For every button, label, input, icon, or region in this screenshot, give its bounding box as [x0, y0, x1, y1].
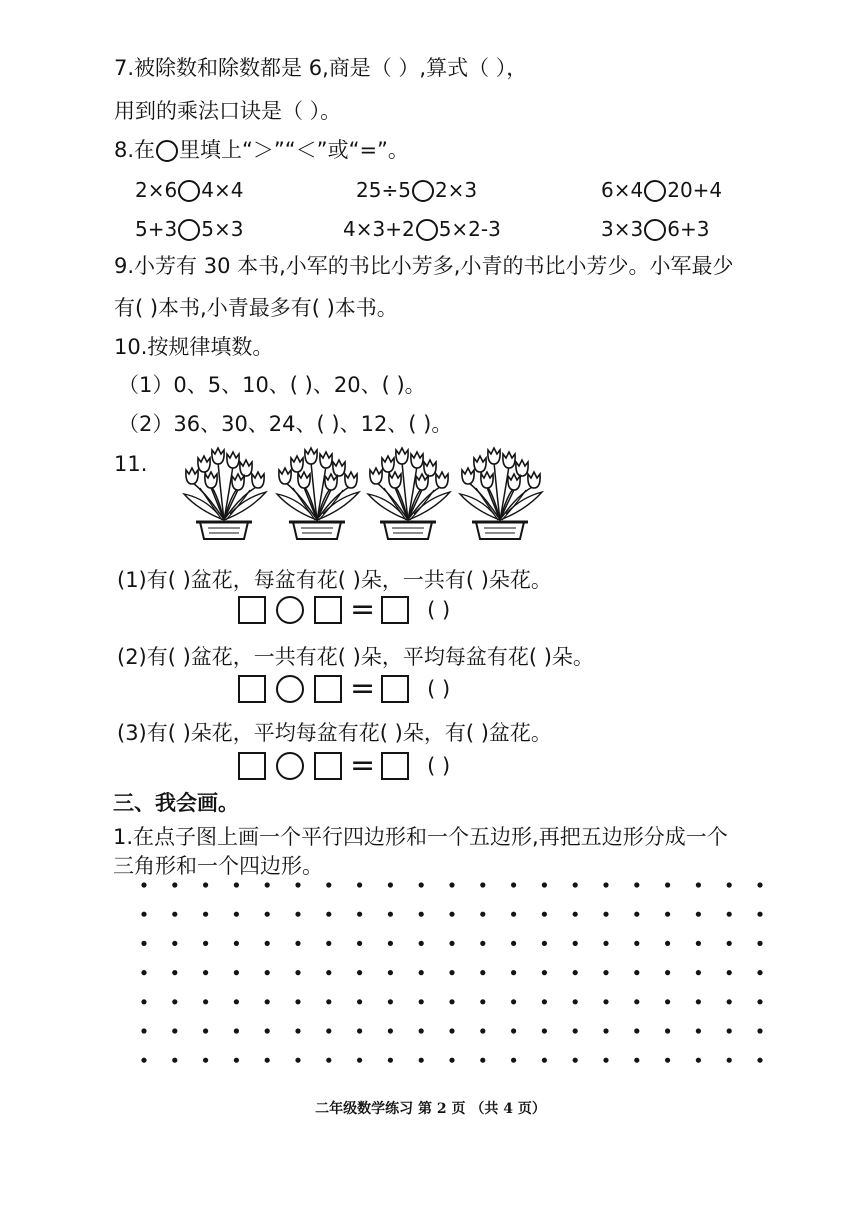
grid-dot[interactable] — [634, 970, 639, 975]
operator-circle[interactable] — [276, 596, 304, 624]
grid-dot[interactable] — [727, 912, 732, 917]
q10-title: 10.按规律填数。 — [114, 335, 274, 359]
grid-dot[interactable] — [388, 882, 393, 887]
grid-dot[interactable] — [203, 941, 208, 946]
grid-dot[interactable] — [757, 1058, 762, 1063]
grid-dot[interactable] — [295, 1028, 300, 1033]
grid-dot[interactable] — [727, 1028, 732, 1033]
grid-dot[interactable] — [634, 1028, 639, 1033]
grid-dot[interactable] — [480, 970, 485, 975]
grid-dot[interactable] — [449, 999, 454, 1004]
grid-dot[interactable] — [480, 912, 485, 917]
q8-item-3 — [601, 176, 722, 204]
grid-dot[interactable] — [172, 1028, 177, 1033]
grid-dot[interactable] — [757, 970, 762, 975]
section-heading: 三、我会画。 — [113, 791, 239, 815]
grid-dot[interactable] — [141, 999, 146, 1004]
grid-dot[interactable] — [203, 882, 208, 887]
grid-dot[interactable] — [388, 999, 393, 1004]
grid-dot[interactable] — [603, 970, 608, 975]
grid-dot[interactable] — [265, 941, 270, 946]
grid-dot[interactable] — [573, 912, 578, 917]
grid-dot[interactable] — [449, 941, 454, 946]
q11-number: 11. — [114, 452, 148, 476]
operator-circle[interactable] — [276, 752, 304, 780]
grid-dot[interactable] — [573, 1058, 578, 1063]
grid-dot[interactable] — [542, 882, 547, 887]
q11-sub3: (3)有( )朵花，平均每盆有花( )朵，有( )盆花。 — [117, 721, 552, 745]
grid-dot[interactable] — [757, 912, 762, 917]
q11-sub1: (1)有( )盆花，每盆有花( )朵，一共有( )朵花。 — [117, 568, 552, 592]
answer-box[interactable] — [314, 675, 342, 703]
q8-item-right: 2×3 — [434, 178, 478, 202]
grid-dot[interactable] — [234, 882, 239, 887]
q8-item-2 — [356, 176, 477, 204]
circle-icon — [156, 140, 178, 162]
q10-row1: （1）0、5、10、( )、20、( )。 — [118, 373, 426, 397]
grid-dot[interactable] — [696, 970, 701, 975]
grid-dot[interactable] — [603, 999, 608, 1004]
equation-row-2 — [238, 672, 450, 706]
equals-sign: = — [350, 671, 376, 706]
grid-dot[interactable] — [757, 882, 762, 887]
grid-dot[interactable] — [234, 941, 239, 946]
q9-line1: 9.小芳有 30 本书,小军的书比小芳多,小青的书比小芳少。小军最少 — [114, 254, 734, 278]
answer-circle[interactable] — [644, 219, 666, 241]
grid-dot[interactable] — [265, 999, 270, 1004]
answer-box[interactable] — [314, 596, 342, 624]
grid-dot[interactable] — [727, 941, 732, 946]
grid-dot[interactable] — [449, 970, 454, 975]
answer-box[interactable] — [381, 675, 409, 703]
grid-dot[interactable] — [357, 941, 362, 946]
q8-title-pre: 8.在 — [114, 138, 156, 162]
answer-box[interactable] — [238, 675, 266, 703]
grid-dot[interactable] — [172, 912, 177, 917]
s3-q1-line2: 三角形和一个四边形。 — [113, 854, 323, 878]
grid-dot[interactable] — [172, 882, 177, 887]
operator-circle[interactable] — [276, 675, 304, 703]
grid-dot[interactable] — [511, 912, 516, 917]
grid-dot[interactable] — [727, 882, 732, 887]
equation-row-3 — [238, 749, 450, 783]
grid-dot[interactable] — [449, 912, 454, 917]
grid-dot[interactable] — [265, 970, 270, 975]
grid-dot[interactable] — [419, 999, 424, 1004]
grid-dot[interactable] — [419, 970, 424, 975]
grid-dot[interactable] — [480, 1028, 485, 1033]
grid-dot[interactable] — [449, 1028, 454, 1033]
grid-dot[interactable] — [727, 999, 732, 1004]
grid-dot[interactable] — [727, 970, 732, 975]
grid-dot[interactable] — [265, 1028, 270, 1033]
grid-dot[interactable] — [419, 941, 424, 946]
grid-dot[interactable] — [203, 970, 208, 975]
grid-dot[interactable] — [511, 882, 516, 887]
grid-dot[interactable] — [573, 1028, 578, 1033]
grid-dot[interactable] — [665, 912, 670, 917]
q7-line1: 7.被除数和除数都是 6,商是（ ）,算式（ ）， — [114, 56, 528, 80]
answer-circle[interactable] — [416, 219, 438, 241]
q8-item-right: 4×4 — [201, 178, 244, 202]
s3-q1-line1: 1.在点子图上画一个平行四边形和一个五边形,再把五边形分成一个 — [113, 825, 728, 849]
grid-dot[interactable] — [419, 912, 424, 917]
grid-dot[interactable] — [234, 1058, 239, 1063]
q8-item-left: 2×6 — [135, 178, 178, 202]
q7-line2: 用到的乘法口诀是（ ）。 — [114, 99, 342, 123]
grid-dot[interactable] — [326, 1058, 331, 1063]
grid-dot[interactable] — [449, 1058, 454, 1063]
grid-dot[interactable] — [634, 999, 639, 1004]
q8-item-5 — [343, 215, 501, 243]
grid-dot[interactable] — [480, 1058, 485, 1063]
grid-dot[interactable] — [295, 999, 300, 1004]
answer-circle[interactable] — [178, 180, 200, 202]
grid-dot[interactable] — [634, 882, 639, 887]
grid-dot[interactable] — [665, 941, 670, 946]
grid-dot[interactable] — [511, 941, 516, 946]
grid-dot[interactable] — [634, 941, 639, 946]
grid-dot[interactable] — [419, 1058, 424, 1063]
answer-circle[interactable] — [178, 219, 200, 241]
unit-paren[interactable]: ( ) — [427, 598, 451, 622]
grid-dot[interactable] — [480, 999, 485, 1004]
grid-dot[interactable] — [172, 999, 177, 1004]
grid-dot[interactable] — [234, 999, 239, 1004]
grid-dot[interactable] — [357, 999, 362, 1004]
grid-dot[interactable] — [511, 970, 516, 975]
q8-item-right: 5×2-3 — [438, 217, 501, 241]
grid-dot[interactable] — [141, 1028, 146, 1033]
flower-pot-image — [454, 440, 546, 540]
grid-dot[interactable] — [234, 970, 239, 975]
grid-dot[interactable] — [295, 882, 300, 887]
grid-dot[interactable] — [388, 941, 393, 946]
q8-item-6 — [601, 215, 709, 243]
grid-dot[interactable] — [388, 970, 393, 975]
grid-dot[interactable] — [172, 1058, 177, 1063]
q8-item-1 — [135, 176, 243, 204]
flower-pot-image — [178, 440, 270, 540]
equals-sign: = — [350, 748, 376, 783]
grid-dot[interactable] — [388, 1058, 393, 1063]
q8-item-right: 6+3 — [667, 217, 710, 241]
grid-dot[interactable] — [326, 1028, 331, 1033]
grid-dot[interactable] — [542, 970, 547, 975]
grid-dot[interactable] — [757, 999, 762, 1004]
grid-dot[interactable] — [696, 1058, 701, 1063]
q8-item-right: 20+4 — [667, 178, 723, 202]
grid-dot[interactable] — [357, 1028, 362, 1033]
grid-dot[interactable] — [326, 941, 331, 946]
grid-dot[interactable] — [172, 970, 177, 975]
grid-dot[interactable] — [326, 912, 331, 917]
unit-paren[interactable]: ( ) — [427, 754, 451, 778]
q8-item-4 — [135, 215, 243, 243]
grid-dot[interactable] — [757, 1028, 762, 1033]
answer-box[interactable] — [381, 752, 409, 780]
grid-dot[interactable] — [388, 912, 393, 917]
q8-item-left: 4×3+2 — [343, 217, 415, 241]
grid-dot[interactable] — [141, 1058, 146, 1063]
answer-box[interactable] — [238, 596, 266, 624]
grid-dot[interactable] — [603, 882, 608, 887]
answer-circle[interactable] — [412, 180, 434, 202]
grid-dot[interactable] — [265, 912, 270, 917]
grid-dot[interactable] — [357, 882, 362, 887]
q8-item-right: 5×3 — [201, 217, 244, 241]
grid-dot[interactable] — [696, 912, 701, 917]
grid-dot[interactable] — [665, 999, 670, 1004]
q8-title-post: 里填上“＞”“＜”或“=”。 — [179, 138, 409, 162]
grid-dot[interactable] — [326, 970, 331, 975]
grid-dot[interactable] — [542, 1028, 547, 1033]
grid-dot[interactable] — [388, 1028, 393, 1033]
equals-sign: = — [350, 592, 376, 627]
grid-dot[interactable] — [634, 1058, 639, 1063]
answer-circle[interactable] — [644, 180, 666, 202]
grid-dot[interactable] — [141, 941, 146, 946]
q8-item-left: 3×3 — [601, 217, 644, 241]
grid-dot[interactable] — [665, 882, 670, 887]
grid-dot[interactable] — [265, 1058, 270, 1063]
grid-dot[interactable] — [573, 999, 578, 1004]
grid-dot[interactable] — [511, 1058, 516, 1063]
q9-line2: 有( )本书,小青最多有( )本书。 — [114, 296, 398, 320]
grid-dot[interactable] — [234, 912, 239, 917]
grid-dot[interactable] — [419, 882, 424, 887]
grid-dot[interactable] — [511, 1028, 516, 1033]
grid-dot[interactable] — [603, 1028, 608, 1033]
grid-dot[interactable] — [542, 999, 547, 1004]
grid-dot[interactable] — [665, 1028, 670, 1033]
q8-title — [114, 136, 409, 164]
unit-paren[interactable]: ( ) — [427, 677, 451, 701]
grid-dot[interactable] — [141, 882, 146, 887]
grid-dot[interactable] — [449, 882, 454, 887]
grid-dot[interactable] — [542, 941, 547, 946]
q8-item-left: 6×4 — [601, 178, 644, 202]
grid-dot[interactable] — [696, 1028, 701, 1033]
grid-dot[interactable] — [265, 882, 270, 887]
grid-dot[interactable] — [542, 912, 547, 917]
grid-dot[interactable] — [295, 1058, 300, 1063]
grid-dot[interactable] — [295, 941, 300, 946]
grid-dot[interactable] — [419, 1028, 424, 1033]
grid-dot[interactable] — [665, 970, 670, 975]
answer-box[interactable] — [381, 596, 409, 624]
grid-dot[interactable] — [357, 912, 362, 917]
grid-dot[interactable] — [603, 1058, 608, 1063]
grid-dot[interactable] — [326, 882, 331, 887]
grid-dot[interactable] — [357, 1058, 362, 1063]
grid-dot[interactable] — [295, 912, 300, 917]
grid-dot[interactable] — [141, 912, 146, 917]
q11-sub2: (2)有( )盆花，一共有花( )朵，平均每盆有花( )朵。 — [117, 645, 594, 669]
grid-dot[interactable] — [665, 1058, 670, 1063]
grid-dot[interactable] — [203, 999, 208, 1004]
grid-dot[interactable] — [203, 1058, 208, 1063]
q8-item-left: 5+3 — [135, 217, 178, 241]
grid-dot[interactable] — [234, 1028, 239, 1033]
page-footer: 二年级数学练习 第 2 页 （共 4 页） — [315, 1101, 546, 1117]
grid-dot[interactable] — [573, 941, 578, 946]
answer-box[interactable] — [314, 752, 342, 780]
q10-row2: （2）36、30、24、( )、12、( )。 — [118, 412, 453, 436]
grid-dot[interactable] — [480, 882, 485, 887]
grid-dot[interactable] — [573, 882, 578, 887]
grid-dot[interactable] — [603, 941, 608, 946]
dot-grid[interactable] — [134, 873, 784, 1078]
flower-pot-image — [271, 440, 363, 540]
grid-dot[interactable] — [573, 970, 578, 975]
grid-dot[interactable] — [603, 912, 608, 917]
grid-dot[interactable] — [542, 1058, 547, 1063]
grid-dot[interactable] — [141, 970, 146, 975]
grid-dot[interactable] — [727, 1058, 732, 1063]
grid-dot[interactable] — [696, 999, 701, 1004]
grid-dot[interactable] — [511, 999, 516, 1004]
grid-dot[interactable] — [326, 999, 331, 1004]
grid-dot[interactable] — [696, 941, 701, 946]
grid-dot[interactable] — [480, 941, 485, 946]
grid-dot[interactable] — [295, 970, 300, 975]
grid-dot[interactable] — [757, 941, 762, 946]
grid-dot[interactable] — [203, 1028, 208, 1033]
q8-item-left: 25÷5 — [356, 178, 411, 202]
answer-box[interactable] — [238, 752, 266, 780]
grid-dot[interactable] — [634, 912, 639, 917]
equation-row-1 — [238, 593, 450, 627]
grid-dot[interactable] — [203, 912, 208, 917]
grid-dot[interactable] — [696, 882, 701, 887]
grid-dot[interactable] — [357, 970, 362, 975]
flower-pot-image — [362, 440, 454, 540]
grid-dot[interactable] — [172, 941, 177, 946]
